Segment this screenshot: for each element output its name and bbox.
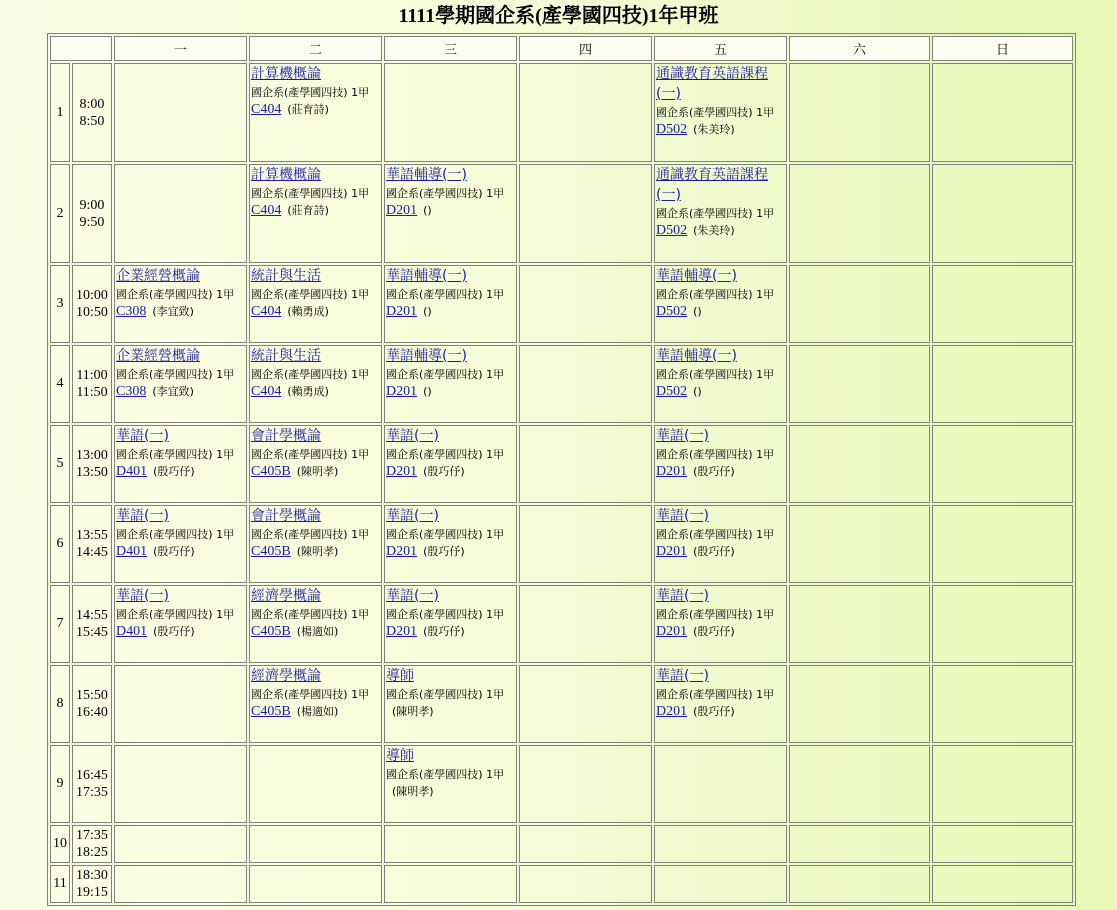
- course-dept: 國企系(產學國四技) 1甲: [386, 528, 505, 541]
- room-link[interactable]: C405B: [251, 624, 291, 639]
- room-teacher-line: [656, 463, 785, 481]
- course-link[interactable]: 華語輔導(一): [386, 348, 467, 364]
- period-start: 8:00: [79, 96, 105, 112]
- course-dept: 國企系(產學國四技) 1甲: [251, 528, 370, 541]
- schedule-cell: [114, 585, 247, 663]
- course-link[interactable]: 華語(一): [656, 428, 709, 444]
- schedule-cell: [932, 505, 1073, 583]
- room-link[interactable]: D201: [386, 544, 418, 559]
- room-link[interactable]: C404: [251, 304, 282, 319]
- schedule-cell: [384, 585, 517, 663]
- schedule-cell: [789, 425, 930, 503]
- schedule-cell: [114, 345, 247, 423]
- day-header-sun: 日: [932, 36, 1073, 61]
- schedule-cell: [519, 425, 652, 503]
- course-dept: 國企系(產學國四技) 1甲: [116, 448, 235, 461]
- schedule-cell: [654, 745, 787, 823]
- schedule-cell: [789, 164, 930, 263]
- period-start: 17:35: [76, 828, 108, 843]
- course-link[interactable]: 統計與生活: [251, 268, 321, 284]
- room-link[interactable]: D502: [656, 304, 688, 319]
- teacher-name: (李宜致): [152, 305, 194, 318]
- course-link[interactable]: 企業經營概論: [116, 348, 200, 364]
- room-link[interactable]: D201: [386, 624, 418, 639]
- schedule-cell: [654, 865, 787, 903]
- teacher-name: (朱美玲): [693, 123, 735, 136]
- course-link[interactable]: 華語輔導(一): [386, 268, 467, 284]
- room-link[interactable]: D201: [386, 464, 418, 479]
- course-dept: 國企系(產學國四技) 1甲: [251, 608, 370, 621]
- period-end: 14:45: [76, 545, 108, 560]
- room-link[interactable]: D401: [116, 464, 148, 479]
- teacher-name: (殷巧伃): [423, 625, 465, 638]
- course-dept: 國企系(產學國四技) 1甲: [656, 688, 775, 701]
- course-link[interactable]: 華語輔導(一): [656, 268, 737, 284]
- schedule-cell: [384, 164, 517, 263]
- room-link[interactable]: C405B: [251, 464, 291, 479]
- schedule-cell: [654, 665, 787, 743]
- teacher-name: (陳明孝): [392, 705, 434, 718]
- course-link[interactable]: 華語(一): [386, 428, 439, 444]
- period-number: 9: [50, 745, 70, 823]
- period-number: 11: [50, 865, 70, 903]
- period-end: 18:25: [76, 845, 108, 860]
- teacher-name: (殷巧伃): [153, 465, 195, 478]
- day-header-row: [50, 36, 1073, 61]
- room-teacher-line: [656, 623, 785, 641]
- period-start: 9:00: [79, 197, 105, 213]
- schedule-cell: [249, 745, 382, 823]
- schedule-cell: [249, 505, 382, 583]
- room-teacher-line: [386, 543, 515, 561]
- room-link[interactable]: D502: [656, 223, 688, 238]
- period-time: [72, 265, 112, 343]
- course-dept: 國企系(產學國四技) 1甲: [251, 86, 370, 99]
- room-link[interactable]: C405B: [251, 544, 291, 559]
- period-row: [50, 665, 1073, 743]
- teacher-name: (殷巧伃): [423, 545, 465, 558]
- room-link[interactable]: D401: [116, 544, 148, 559]
- schedule-cell: [519, 63, 652, 162]
- room-teacher-line: [251, 543, 380, 561]
- schedule-cell: [114, 63, 247, 162]
- room-teacher-line: [656, 222, 785, 240]
- room-link[interactable]: C308: [116, 304, 147, 319]
- period-time: [72, 825, 112, 863]
- room-teacher-line: [386, 783, 515, 801]
- room-link[interactable]: D201: [386, 304, 418, 319]
- schedule-cell: [114, 505, 247, 583]
- teacher-name: (): [423, 305, 432, 318]
- teacher-name: (): [693, 305, 702, 318]
- schedule-cell: [519, 825, 652, 863]
- period-number: 1: [50, 63, 70, 162]
- course-dept: 國企系(產學國四技) 1甲: [386, 768, 505, 781]
- course-link[interactable]: 企業經營概論: [116, 268, 200, 284]
- period-end: 19:15: [76, 885, 108, 900]
- schedule-cell: [249, 865, 382, 903]
- schedule-cell: [249, 345, 382, 423]
- schedule-cell: [654, 63, 787, 162]
- period-end: 10:50: [76, 305, 108, 320]
- schedule-cell: [384, 265, 517, 343]
- period-time: [72, 345, 112, 423]
- teacher-name: (殷巧伃): [693, 705, 735, 718]
- teacher-name: (殷巧伃): [693, 625, 735, 638]
- schedule-cell: [789, 585, 930, 663]
- schedule-cell: [654, 505, 787, 583]
- schedule-cell: [384, 665, 517, 743]
- course-link[interactable]: 統計與生活: [251, 348, 321, 364]
- period-time: [72, 745, 112, 823]
- period-end: 15:45: [76, 625, 108, 640]
- course-dept: 國企系(產學國四技) 1甲: [251, 688, 370, 701]
- teacher-name: (賴勇成): [287, 385, 329, 398]
- room-teacher-line: [251, 202, 380, 220]
- period-row: [50, 505, 1073, 583]
- schedule-cell: [932, 825, 1073, 863]
- teacher-name: (楊適如): [296, 705, 339, 718]
- schedule-cell: [249, 665, 382, 743]
- room-teacher-line: [251, 463, 380, 481]
- room-teacher-line: [656, 703, 785, 721]
- teacher-name: (殷巧伃): [693, 545, 735, 558]
- day-header-sat: 六: [789, 36, 930, 61]
- teacher-name: (陳明孝): [296, 545, 339, 558]
- teacher-name: (陳明孝): [392, 785, 434, 798]
- course-link[interactable]: 華語輔導(一): [656, 348, 737, 364]
- schedule-cell: [114, 164, 247, 263]
- corner-header: [50, 36, 112, 61]
- schedule-cell: [932, 164, 1073, 263]
- room-teacher-line: [116, 623, 245, 641]
- schedule-cell: [932, 63, 1073, 162]
- course-link[interactable]: 會計學概論: [251, 428, 321, 444]
- room-link[interactable]: C404: [251, 203, 282, 218]
- course-dept: 國企系(產學國四技) 1甲: [386, 288, 505, 301]
- teacher-name: (陳明孝): [296, 465, 339, 478]
- course-dept: 國企系(產學國四技) 1甲: [251, 288, 370, 301]
- course-dept: 國企系(產學國四技) 1甲: [386, 368, 505, 381]
- room-teacher-line: [656, 121, 785, 139]
- course-dept: 國企系(產學國四技) 1甲: [656, 368, 775, 381]
- course-dept: 國企系(產學國四技) 1甲: [251, 187, 370, 200]
- course-link[interactable]: 會計學概論: [251, 508, 321, 524]
- room-teacher-line: [251, 383, 380, 401]
- teacher-name: (殷巧伃): [693, 465, 735, 478]
- schedule-cell: [114, 425, 247, 503]
- schedule-cell: [789, 665, 930, 743]
- schedule-cell: [789, 265, 930, 343]
- schedule-cell: [654, 265, 787, 343]
- period-row: [50, 164, 1073, 263]
- course-dept: 國企系(產學國四技) 1甲: [656, 288, 775, 301]
- room-teacher-line: [116, 303, 245, 321]
- room-teacher-line: [251, 303, 380, 321]
- schedule-cell: [519, 164, 652, 263]
- course-link[interactable]: 華語(一): [116, 508, 169, 524]
- period-number: 10: [50, 825, 70, 863]
- room-link[interactable]: D201: [656, 704, 688, 719]
- room-teacher-line: [116, 543, 245, 561]
- period-number: 3: [50, 265, 70, 343]
- course-link[interactable]: 華語(一): [656, 508, 709, 524]
- period-end: 17:35: [76, 785, 108, 800]
- period-end: 9:50: [79, 214, 105, 230]
- room-link[interactable]: D201: [656, 464, 688, 479]
- day-header-fri: 五: [654, 36, 787, 61]
- course-dept: 國企系(產學國四技) 1甲: [656, 528, 775, 541]
- schedule-cell: [114, 745, 247, 823]
- schedule-cell: [932, 265, 1073, 343]
- course-dept: 國企系(產學國四技) 1甲: [656, 207, 775, 220]
- period-time: [72, 505, 112, 583]
- period-number: 5: [50, 425, 70, 503]
- page-title: 1111學期國企系(產學國四技)1年甲班: [398, 5, 719, 27]
- course-link[interactable]: 華語(一): [386, 588, 439, 604]
- schedule-cell: [114, 825, 247, 863]
- room-link[interactable]: D201: [386, 203, 418, 218]
- teacher-name: (莊育詩): [287, 103, 329, 116]
- schedule-cell: [519, 505, 652, 583]
- schedule-cell: [519, 665, 652, 743]
- schedule-cell: [519, 345, 652, 423]
- period-start: 18:30: [76, 868, 108, 883]
- period-time: [72, 865, 112, 903]
- room-teacher-line: [386, 623, 515, 641]
- period-time: [72, 425, 112, 503]
- period-end: 8:50: [79, 113, 105, 129]
- schedule-cell: [384, 425, 517, 503]
- teacher-name: (李宜致): [152, 385, 194, 398]
- teacher-name: (): [693, 385, 702, 398]
- period-start: 16:45: [76, 768, 108, 783]
- schedule-cell: [384, 865, 517, 903]
- course-link[interactable]: 華語輔導(一): [386, 167, 467, 183]
- period-row: [50, 265, 1073, 343]
- period-start: 13:55: [76, 528, 108, 543]
- course-dept: 國企系(產學國四技) 1甲: [116, 528, 235, 541]
- room-teacher-line: [251, 623, 380, 641]
- period-start: 11:00: [76, 368, 108, 383]
- schedule-cell: [249, 164, 382, 263]
- room-teacher-line: [386, 383, 515, 401]
- period-time: [72, 665, 112, 743]
- course-dept: 國企系(產學國四技) 1甲: [656, 106, 775, 119]
- teacher-name: (殷巧伃): [153, 545, 195, 558]
- course-link[interactable]: 通識教育英語課程(一): [656, 167, 768, 203]
- teacher-name: (): [423, 204, 432, 217]
- course-link[interactable]: 經濟學概論: [251, 588, 321, 604]
- schedule-cell: [789, 825, 930, 863]
- course-link[interactable]: 華語(一): [116, 428, 169, 444]
- course-link[interactable]: 計算機概論: [251, 66, 321, 82]
- room-teacher-line: [386, 703, 515, 721]
- period-start: 10:00: [76, 288, 108, 303]
- teacher-name: (殷巧伃): [423, 465, 465, 478]
- timetable: [47, 33, 1076, 906]
- room-link[interactable]: C308: [116, 384, 147, 399]
- room-teacher-line: [386, 202, 515, 220]
- schedule-cell: [932, 585, 1073, 663]
- day-header-tue: 二: [249, 36, 382, 61]
- course-dept: 國企系(產學國四技) 1甲: [116, 608, 235, 621]
- schedule-cell: [932, 345, 1073, 423]
- period-row: [50, 585, 1073, 663]
- course-dept: 國企系(產學國四技) 1甲: [251, 448, 370, 461]
- schedule-cell: [249, 585, 382, 663]
- period-number: 4: [50, 345, 70, 423]
- day-header-wed: 三: [384, 36, 517, 61]
- room-teacher-line: [656, 383, 785, 401]
- schedule-cell: [114, 665, 247, 743]
- room-teacher-line: [386, 303, 515, 321]
- schedule-cell: [519, 865, 652, 903]
- period-time: [72, 585, 112, 663]
- schedule-cell: [789, 745, 930, 823]
- period-end: 13:50: [76, 465, 108, 480]
- schedule-cell: [384, 63, 517, 162]
- schedule-cell: [384, 505, 517, 583]
- schedule-cell: [114, 265, 247, 343]
- schedule-cell: [932, 745, 1073, 823]
- room-link[interactable]: D201: [656, 544, 688, 559]
- period-row: [50, 63, 1073, 162]
- period-row: [50, 825, 1073, 863]
- course-dept: 國企系(產學國四技) 1甲: [251, 368, 370, 381]
- course-link[interactable]: 計算機概論: [251, 167, 321, 183]
- schedule-cell: [384, 825, 517, 863]
- schedule-cell: [932, 425, 1073, 503]
- schedule-cell: [249, 63, 382, 162]
- room-link[interactable]: C405B: [251, 704, 291, 719]
- schedule-cell: [249, 265, 382, 343]
- period-row: [50, 425, 1073, 503]
- schedule-cell: [932, 865, 1073, 903]
- schedule-cell: [654, 585, 787, 663]
- period-number: 7: [50, 585, 70, 663]
- room-teacher-line: [251, 101, 380, 119]
- day-header-mon: 一: [114, 36, 247, 61]
- course-dept: 國企系(產學國四技) 1甲: [386, 448, 505, 461]
- room-teacher-line: [116, 463, 245, 481]
- room-teacher-line: [656, 543, 785, 561]
- course-link[interactable]: 通識教育英語課程(一): [656, 66, 768, 102]
- room-teacher-line: [386, 463, 515, 481]
- course-link[interactable]: 華語(一): [656, 668, 709, 684]
- schedule-cell: [654, 425, 787, 503]
- schedule-cell: [932, 665, 1073, 743]
- course-link[interactable]: 經濟學概論: [251, 668, 321, 684]
- teacher-name: (殷巧伃): [153, 625, 195, 638]
- schedule-cell: [249, 425, 382, 503]
- course-dept: 國企系(產學國四技) 1甲: [656, 448, 775, 461]
- schedule-cell: [789, 505, 930, 583]
- period-row: [50, 745, 1073, 823]
- course-link[interactable]: 華語(一): [386, 508, 439, 524]
- room-teacher-line: [656, 303, 785, 321]
- room-link[interactable]: D502: [656, 384, 688, 399]
- period-start: 13:00: [76, 448, 108, 463]
- period-row: [50, 865, 1073, 903]
- schedule-cell: [519, 585, 652, 663]
- teacher-name: (楊適如): [296, 625, 339, 638]
- teacher-name: (): [423, 385, 432, 398]
- period-time: [72, 164, 112, 263]
- room-link[interactable]: D401: [116, 624, 148, 639]
- course-link[interactable]: 導師: [386, 668, 414, 684]
- room-link[interactable]: D201: [386, 384, 418, 399]
- course-dept: 國企系(產學國四技) 1甲: [386, 187, 505, 200]
- room-teacher-line: [251, 703, 380, 721]
- period-start: 15:50: [76, 688, 108, 703]
- course-link[interactable]: 華語(一): [116, 588, 169, 604]
- period-number: 8: [50, 665, 70, 743]
- schedule-cell: [519, 265, 652, 343]
- schedule-cell: [384, 745, 517, 823]
- period-number: 6: [50, 505, 70, 583]
- schedule-cell: [654, 825, 787, 863]
- schedule-cell: [114, 865, 247, 903]
- schedule-cell: [249, 825, 382, 863]
- period-end: 11:50: [76, 385, 108, 400]
- schedule-cell: [654, 164, 787, 263]
- schedule-cell: [789, 345, 930, 423]
- teacher-name: (莊育詩): [287, 204, 329, 217]
- period-end: 16:40: [76, 705, 108, 720]
- period-row: [50, 345, 1073, 423]
- course-link[interactable]: 導師: [386, 748, 414, 764]
- teacher-name: (朱美玲): [693, 224, 735, 237]
- schedule-cell: [519, 745, 652, 823]
- room-link[interactable]: C404: [251, 384, 282, 399]
- teacher-name: (賴勇成): [287, 305, 329, 318]
- period-time: [72, 63, 112, 162]
- room-link[interactable]: D201: [656, 624, 688, 639]
- course-link[interactable]: 華語(一): [656, 588, 709, 604]
- course-dept: 國企系(產學國四技) 1甲: [116, 288, 235, 301]
- schedule-cell: [654, 345, 787, 423]
- course-dept: 國企系(產學國四技) 1甲: [386, 688, 505, 701]
- course-dept: 國企系(產學國四技) 1甲: [386, 608, 505, 621]
- room-link[interactable]: C404: [251, 102, 282, 117]
- period-number: 2: [50, 164, 70, 263]
- period-start: 14:55: [76, 608, 108, 623]
- course-dept: 國企系(產學國四技) 1甲: [116, 368, 235, 381]
- schedule-cell: [384, 345, 517, 423]
- schedule-cell: [789, 63, 930, 162]
- course-dept: 國企系(產學國四技) 1甲: [656, 608, 775, 621]
- room-link[interactable]: D502: [656, 122, 688, 137]
- room-teacher-line: [116, 383, 245, 401]
- day-header-thu: 四: [519, 36, 652, 61]
- schedule-cell: [789, 865, 930, 903]
